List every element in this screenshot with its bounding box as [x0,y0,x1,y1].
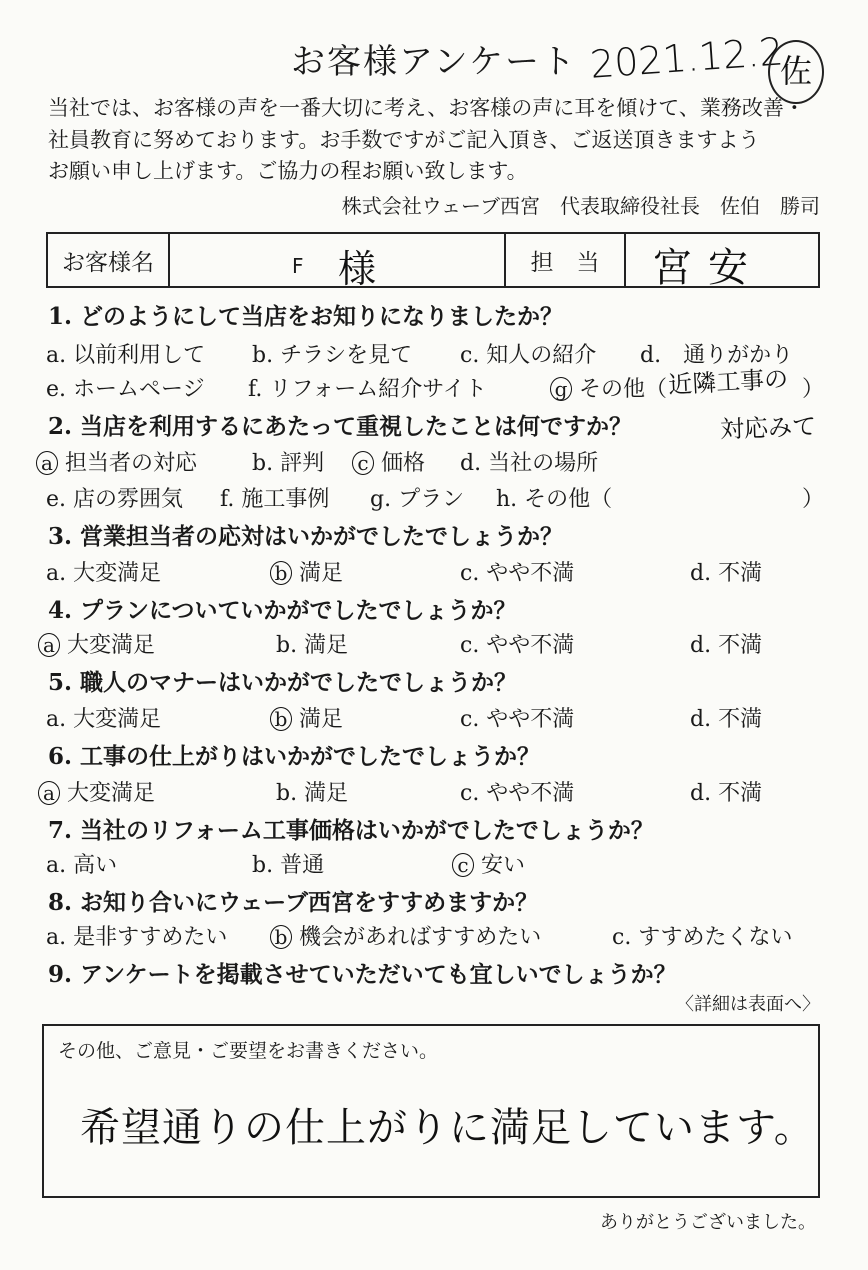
q1-option-g-circle: g [550,377,572,401]
comment-box[interactable] [42,1024,820,1198]
q8-option-c[interactable]: c. すすめたくない [612,925,793,950]
q2-option-g[interactable]: g. プラン [370,487,465,512]
q2-option-b[interactable]: b. 評判 [252,451,325,476]
q7-option-b[interactable]: b. 普通 [252,853,325,878]
q6-option-a-label: 大変満足 [67,781,156,806]
stamp-text: 佐 [779,52,812,90]
customer-sama: 様 [338,247,377,291]
q5-option-a[interactable]: a. 大変満足 [46,707,162,732]
question-2: 2. 当店を利用するにあたって重視したことは何ですか？ [48,413,633,440]
q1-option-a[interactable]: a. 以前利用して [46,343,206,368]
q1-other-note-2: 対応みて [719,412,817,444]
staff-label: 担 当 [506,234,626,286]
q1-option-g[interactable] [550,372,667,403]
thanks-text: ありがとうございました。 [600,1212,816,1233]
q1-option-e[interactable]: e. ホームページ [46,377,205,402]
staff-name-field[interactable] [626,234,818,291]
q2-option-a-circle: a [36,451,58,475]
question-8: 8. お知り合いにウェーブ西宮をすすめますか？ [48,889,539,916]
q2-option-e[interactable]: e. 店の雰囲気 [46,487,184,512]
q1-close-paren: ） [802,377,825,402]
q3-option-b[interactable] [270,556,343,587]
q6-option-a[interactable] [38,776,155,807]
q3-option-b-label: 満足 [299,561,344,586]
q3-option-c[interactable]: c. やや不満 [460,561,575,586]
q2-option-c-label: 価格 [381,451,426,476]
question-6: 6. 工事の仕上がりはいかがでしたでしょうか？ [48,743,541,770]
q8-option-b-circle: b [270,925,292,949]
q2-close-paren: ） [802,487,825,512]
q2-option-a-label: 担当者の対応 [65,451,198,476]
q8-option-b[interactable] [270,920,541,951]
q2-option-d[interactable]: d. 当社の場所 [460,451,599,476]
staff-name-value: 宮安 [652,245,764,291]
intro-line-2: 社員教育に努めております。お手数ですがご記入頂き、ご返送頂きますよう [48,128,760,152]
q7-option-a[interactable]: a. 高い [46,853,118,878]
q9-note: 〈詳細は表面へ〉 [676,994,820,1015]
intro-line-3: お願い申し上げます。ご協力の程お願い致します。 [48,159,528,183]
q7-option-c-label: 安い [481,853,526,878]
survey-title: お客様アンケート [291,42,577,82]
q5-option-d[interactable]: d. 不満 [690,707,763,732]
question-3: 3. 営業担当者の応対はいかがでしたでしょうか？ [48,523,564,550]
customer-info-table [46,232,820,291]
q3-option-b-circle: b [270,561,292,585]
question-7: 7. 当社のリフォーム工事価格はいかがでしたでしょうか？ [48,817,654,844]
customer-name-field[interactable] [170,234,506,291]
company-signature: 株式会社ウェーブ西宮 代表取締役社長 佐伯 勝司 [341,194,820,218]
q4-option-a[interactable] [38,628,155,659]
intro-line-1: 当社では、お客様の声を一番大切に考え、お客様の声に耳を傾けて、業務改善・ [48,96,805,120]
q1-option-c[interactable]: c. 知人の紹介 [460,343,597,368]
q2-option-f[interactable]: f. 施工事例 [220,487,330,512]
q3-option-d[interactable]: d. 不満 [690,561,763,586]
q1-option-f[interactable]: f. リフォーム紹介サイト [248,377,487,402]
question-5: 5. 職人のマナーはいかがでしたでしょうか？ [48,669,518,696]
q4-option-c[interactable]: c. やや不満 [460,633,575,658]
customer-name-value: F [292,254,304,278]
q5-option-b-label: 満足 [299,707,344,732]
q4-option-b[interactable]: b. 満足 [276,633,349,658]
question-9: 9. アンケートを掲載させていただいても宜しいでしょうか？ [48,961,677,988]
q1-option-b[interactable]: b. チラシを見て [252,343,413,368]
q3-option-a[interactable]: a. 大変満足 [46,561,162,586]
comment-label: その他、ご意見・ご要望をお書きください。 [58,1040,439,1062]
q1-other-note-1: 近隣工事の [667,364,789,400]
customer-name-label: お客様名 [48,234,170,286]
question-4: 4. プランについていかがでしたでしょうか？ [48,597,517,624]
comment-text: 希望通りの仕上がりに満足しています。 [80,1105,815,1151]
q2-option-h[interactable]: h. その他（ [496,487,613,512]
q6-option-d[interactable]: d. 不満 [690,781,763,806]
q5-option-b[interactable] [270,702,343,733]
q7-option-c-circle: c [452,853,474,877]
q5-option-b-circle: b [270,707,292,731]
q2-option-c[interactable] [352,446,425,477]
q6-option-a-circle: a [38,781,60,805]
q7-option-c[interactable] [452,848,525,879]
q6-option-b[interactable]: b. 満足 [276,781,349,806]
q8-option-b-label: 機会があればすすめたい [299,925,542,950]
question-1: 1. どのようにして当店をお知りになりましたか？ [48,303,564,330]
q4-option-d[interactable]: d. 不満 [690,633,763,658]
q5-option-c[interactable]: c. やや不満 [460,707,575,732]
q2-option-c-circle: c [352,451,374,475]
q4-option-a-label: 大変満足 [67,633,156,658]
q4-option-a-circle: a [38,633,60,657]
q6-option-c[interactable]: c. やや不満 [460,781,575,806]
q2-option-a[interactable] [36,446,197,477]
handwritten-date: 2021.12.2 [588,29,785,87]
q8-option-a[interactable]: a. 是非すすめたい [46,925,228,950]
q1-option-d[interactable]: d. 通りがかり [640,343,794,368]
q1-option-g-label: その他（ [579,377,668,402]
